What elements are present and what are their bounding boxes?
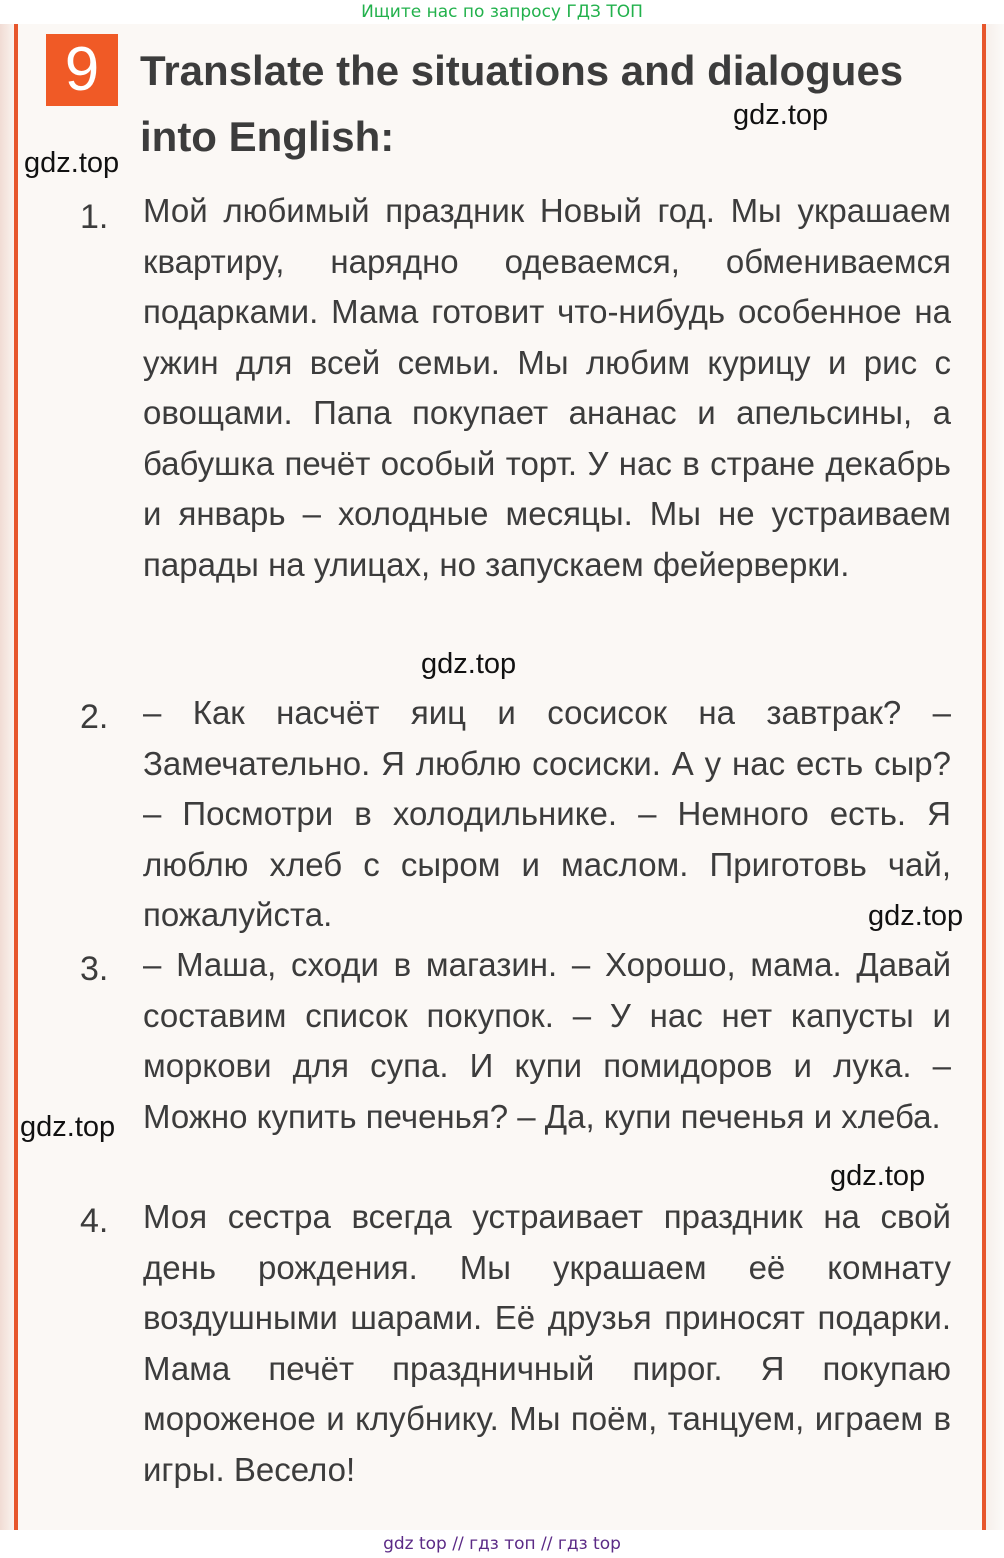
- left-margin-rule: [14, 24, 18, 1530]
- item-text: Мой любимый праздник Новый год. Мы украшаем квартиру, нарядно одеваемся, обмениваемся подарками. Мама готовит что-нибудь особенное на ужин для всей семьи. Мы любим курицу и рис с овощами. Папа покупает ананас и апельсины, а бабушка печёт особый торт. У нас в стране декабрь и январь – холодные месяцы. Мы не устраиваем парады на улицах, но запускаем фейерверки.: [143, 192, 951, 583]
- page-edge-left: [0, 24, 14, 1530]
- item-number: 2.: [80, 698, 109, 736]
- watermark: gdz.top: [20, 1111, 116, 1143]
- item-text: – Как насчёт яиц и сосисок на завтрак? – Замечательно. Я люблю сосиски. А у нас есть сыр? – Посмотри в холодильнике. – Немного есть. Я люблю хлеб с сыром и маслом. Приготовь чай, пожалуйста.: [143, 694, 951, 933]
- watermark: gdz.top: [421, 648, 517, 680]
- bottom-banner: gdz top // гдз топ // гдз top: [0, 1530, 1004, 1558]
- exercise-title: Translate the situations and dialogues into English:: [140, 47, 904, 160]
- item-number: 4.: [80, 1202, 109, 1240]
- item-number: 1.: [80, 198, 109, 236]
- watermark: gdz.top: [24, 147, 120, 179]
- textbook-page: [0, 24, 1004, 1530]
- exercise-number-badge: 9: [46, 34, 118, 106]
- item-text: – Маша, сходи в магазин. – Хорошо, мама. Давай составим список покупок. – У нас нет капусты и моркови для супа. И купи помидоров и лука. – Можно купить печенья? – Да, купи печенья и хлеба.: [143, 946, 951, 1135]
- item-text: Моя сестра всегда устраивает праздник на свой день рождения. Мы украшаем её комнату воздушными шарами. Её друзья приносят подарки. Мама печёт праздничный пирог. Я покупаю мороженое и клубнику. Мы поём, танцуем, играем в игры. Весело!: [143, 1198, 951, 1488]
- item-number: 3.: [80, 950, 109, 988]
- watermark: gdz.top: [733, 99, 829, 131]
- watermark: gdz.top: [830, 1160, 926, 1192]
- page-edge-right: [986, 24, 1004, 1530]
- watermark: gdz.top: [868, 900, 964, 932]
- top-banner: Ищите нас по запросу ГДЗ ТОП: [361, 2, 643, 22]
